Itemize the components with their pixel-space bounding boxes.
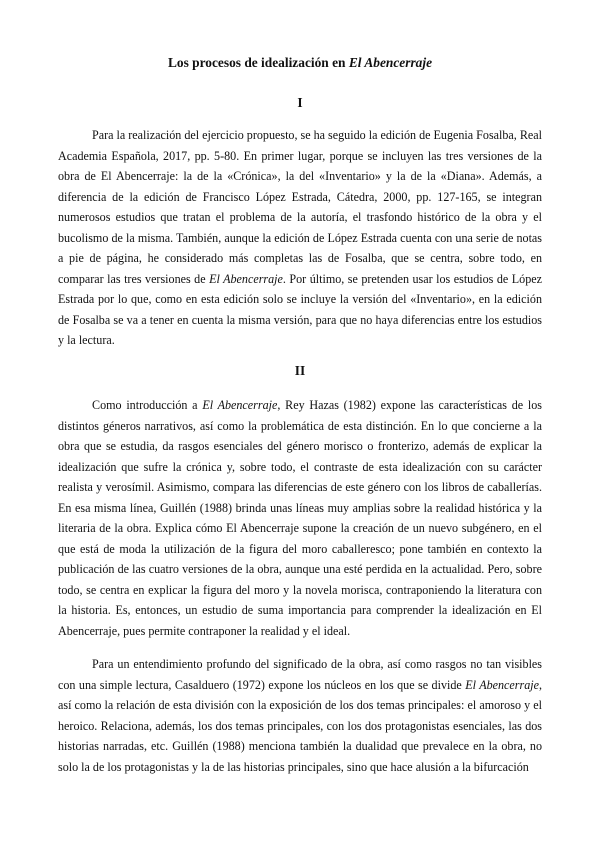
- paragraph-1: [58, 125, 542, 351]
- paragraph-2-text-a: Como introducción a: [92, 398, 203, 412]
- paragraph-1-text-c: . Por último, se pretenden usar los estudios de López Estrada por lo que, como en esta edición solo se incluye la versión del «Inventario», en la edición de Fosalba se va a tener en cuenta la misma versión, para que no haya diferencias entre los estudios y la lectura.: [58, 271, 542, 347]
- paragraph-3-text-a: Para un entendimiento profundo del significado de la obra, así como rasgos no tan visibles con una simple lectura, Casalduero (1972) expone los núcleos en los que se divide: [58, 657, 542, 692]
- paragraph-2: [58, 395, 542, 641]
- paragraph-2-italic: El Abencerraje: [202, 398, 278, 412]
- title-italic-text: El Abencerraje: [348, 55, 433, 70]
- section-heading-2: II: [294, 363, 306, 378]
- paragraph-2-text-c: , Rey Hazas (1982) expone las características de los distintos géneros narrativos, así como la problemática de esta distinción. En lo que concierne a la obra que se estudia, da rasgos esenciales del género morisco o fronterizo, además de explicar la idealización que sufre la crónica y, sobre todo, el contraste de esta idealización con su carácter realista y verosímil. Asimismo, compara las diferencias de este género con los libros de caballerías. En esa misma línea, Guillén (1988) brinda unas líneas muy amplias sobre la realidad histórica y la literaria de la obra. Explica cómo El Abencerraje supone la creación de un nuevo subgénero, en el que está de moda la utilización de la figura del moro caballeresco; pone también en contexto la publicación de las cuatro versiones de la obra, aunque una esté perdida en la actualidad. Pero, sobre todo, se centra en explicar la figura del moro y la novela morisca, contraponiendo la literatura con la historia. Es, entonces, un estudio de suma importancia para comprender la idealización en El Abencerraje, pues permite contraponer la realidad y el ideal.: [58, 398, 542, 638]
- paragraph-1-text-a: Para la realización del ejercicio propuesto, se ha seguido la edición de Eugenia Fosalba, Real Academia Española, 2017, pp. 5-80. En primer lugar, porque se incluyen las tres versiones de la obra de El Abencerraje: la de la «Crónica», la del «Inventario» y la de la «Diana». Además, a diferencia de la edición de Francisco López Estrada, Cátedra, 2000, pp. 127-165, se integran numerosos estudios que tratan el problema de la autoría, el trasfondo histórico de la obra y el bucolismo de la misma. También, aunque la edición de López Estrada cuenta con una serie de notas a pie de página, he considerado más completas las de Fosalba, que se centra, sobre todo, en comparar las tres versiones de: [58, 128, 542, 286]
- paragraph-3-italic: El Abencerraje: [465, 677, 539, 692]
- document-title: [0, 55, 600, 71]
- section-heading-1: I: [297, 95, 303, 110]
- paragraph-3: [58, 654, 542, 777]
- paragraph-3-text-c: , así como la relación de esta división con la exposición de los dos temas principales: el amoroso y el heroico. Relaciona, además, los dos temas principales, con los dos protagonistas esenciales, las dos historias narradas, etc. Guillén (1988) menciona también la dualidad que prevalece en la obra, no solo la de los protagonistas y la de las historias principales, sino que hace alusión a la bifurcación: [58, 677, 542, 774]
- paragraph-1-italic: El Abencerraje: [209, 271, 283, 286]
- title-text: Los procesos de idealización en: [167, 55, 349, 70]
